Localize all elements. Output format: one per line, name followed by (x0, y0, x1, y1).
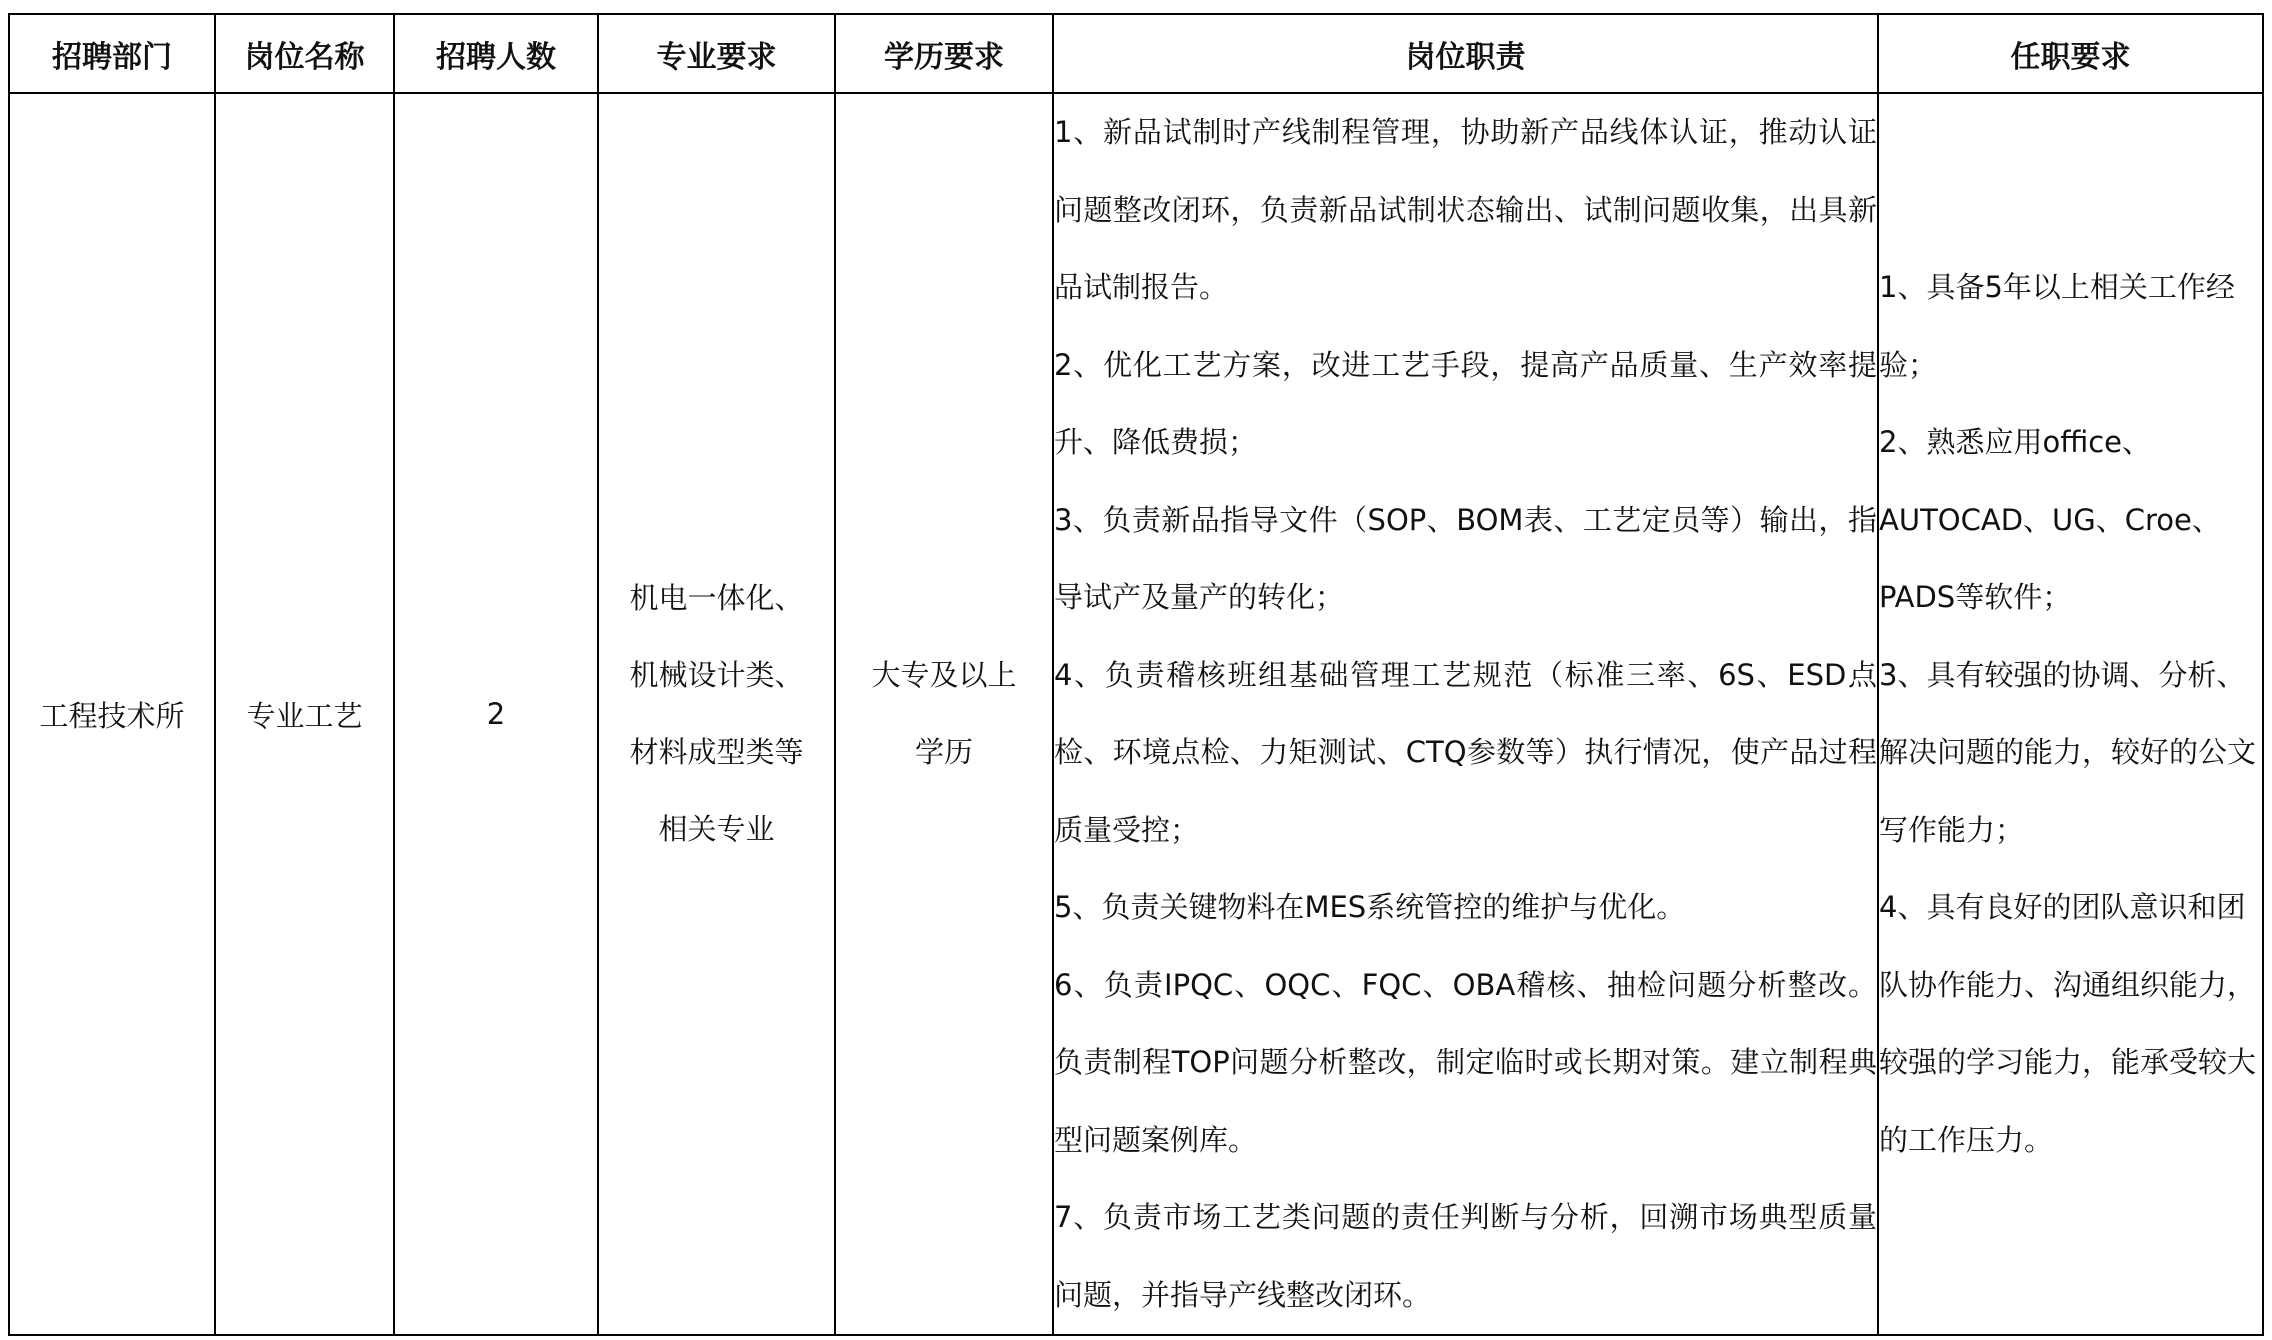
position-cell: 专业工艺 (215, 93, 394, 1335)
education-cell (835, 93, 1053, 1335)
requirement-item: 1、具备5年以上相关工作经验； (1879, 270, 2235, 382)
major-line: 相关专业 (658, 812, 775, 846)
requirement-item: 3、具有较强的协调、分析、解决问题的能力，较好的公文写作能力； (1879, 657, 2257, 847)
duty-item: 5、负责关键物料在MES系统管控的维护与优化。 (1054, 890, 1686, 924)
header-headcount: 招聘人数 (394, 14, 598, 93)
job-posting-table (8, 13, 2264, 1336)
headcount-cell: 2 (394, 93, 598, 1335)
header-position: 岗位名称 (215, 14, 394, 93)
major-line: 材料成型类等 (629, 735, 804, 769)
header-education: 学历要求 (835, 14, 1053, 93)
table-row (9, 93, 2263, 1335)
header-requirements: 任职要求 (1878, 14, 2263, 93)
duty-item: 2、优化工艺方案，改进工艺手段，提高产品质量、生产效率提升、降低费损； (1054, 347, 1877, 459)
header-major: 专业要求 (598, 14, 835, 93)
duty-item: 3、负责新品指导文件（SOP、BOM表、工艺定员等）输出，指导试产及量产的转化； (1054, 502, 1877, 614)
header-department: 招聘部门 (9, 14, 215, 93)
major-line: 机电一体化、 (629, 581, 804, 615)
major-cell (598, 93, 835, 1335)
header-duties: 岗位职责 (1053, 14, 1878, 93)
requirement-item: 4、具有良好的团队意识和团队协作能力、沟通组织能力，较强的学习能力，能承受较大的工作压力。 (1879, 890, 2257, 1157)
duty-item: 6、负责IPQC、OQC、FQC、OBA稽核、抽检问题分析整改。负责制程TOP问题分析整改，制定临时或长期对策。建立制程典型问题案例库。 (1054, 967, 1877, 1157)
duties-cell (1053, 93, 1878, 1335)
department-cell: 工程技术所 (9, 93, 215, 1335)
duty-item: 1、新品试制时产线制程管理，协助新产品线体认证，推动认证问题整改闭环，负责新品试制状态输出、试制问题收集，出具新品试制报告。 (1054, 115, 1877, 304)
duty-item: 4、负责稽核班组基础管理工艺规范（标准三率、6S、ESD点检、环境点检、力矩测试、CTQ参数等）执行情况，使产品过程质量受控； (1054, 657, 1877, 847)
requirements-cell (1878, 93, 2263, 1335)
requirement-item: 2、熟悉应用office、AUTOCAD、UG、Croe、PADS等软件； (1879, 425, 2221, 614)
education-line: 大专及以上 (871, 658, 1017, 692)
education-line: 学历 (914, 735, 973, 769)
major-line: 机械设计类、 (629, 658, 804, 692)
header-row (9, 14, 2263, 93)
duty-item: 7、负责市场工艺类问题的责任判断与分析，回溯市场典型质量问题，并指导产线整改闭环。 (1054, 1200, 1877, 1312)
